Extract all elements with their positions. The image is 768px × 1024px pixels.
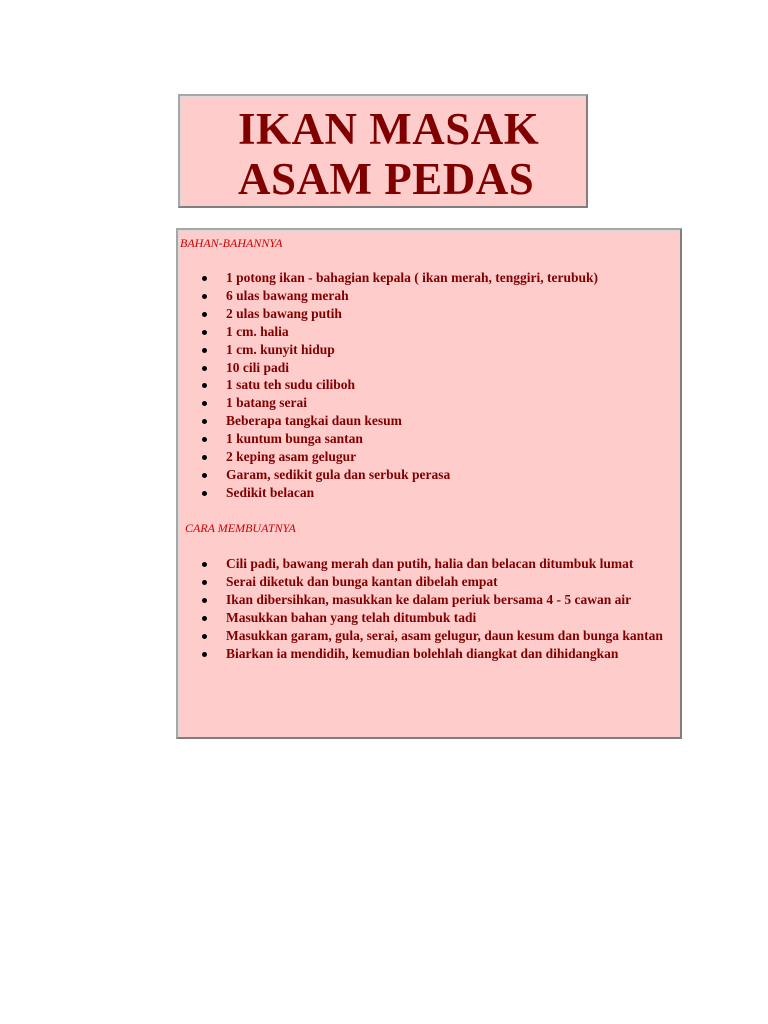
method-step: Serai diketuk dan bunga kantan dibelah empat <box>180 573 676 591</box>
ingredient-item: 1 satu teh sudu ciliboh <box>180 376 676 394</box>
ingredients-list <box>180 269 676 502</box>
title-box <box>178 94 588 208</box>
method-steps-list <box>180 555 676 662</box>
ingredient-item: 1 kuntum bunga santan <box>180 430 676 448</box>
method-step: Biarkan ia mendidih, kemudian bolehlah diangkat dan dihidangkan <box>180 645 676 663</box>
method-heading: CARA MEMBUATNYA <box>185 521 296 535</box>
ingredient-item: 1 cm. halia <box>180 323 676 341</box>
recipe-content-box <box>176 228 682 739</box>
ingredient-item: 2 ulas bawang putih <box>180 305 676 323</box>
ingredient-item: 10 cili padi <box>180 359 676 377</box>
ingredient-item: 2 keping asam gelugur <box>180 448 676 466</box>
ingredients-heading: BAHAN-BAHANNYA <box>180 236 283 250</box>
ingredient-item: Garam, sedikit gula dan serbuk perasa <box>180 466 676 484</box>
method-step: Masukkan bahan yang telah ditumbuk tadi <box>180 609 676 627</box>
ingredient-item: 1 batang serai <box>180 394 676 412</box>
ingredient-item: Sedikit belacan <box>180 484 676 502</box>
ingredient-item: 1 potong ikan - bahagian kepala ( ikan merah, tenggiri, terubuk) <box>180 269 676 287</box>
method-step: Masukkan garam, gula, serai, asam gelugur, daun kesum dan bunga kantan <box>180 627 676 645</box>
ingredient-item: 1 cm. kunyit hidup <box>180 341 676 359</box>
ingredient-item: 6 ulas bawang merah <box>180 287 676 305</box>
ingredient-item: Beberapa tangkai daun kesum <box>180 412 676 430</box>
method-step: Ikan dibersihkan, masukkan ke dalam periuk bersama 4 - 5 cawan air <box>180 591 676 609</box>
recipe-title-line2: ASAM PEDAS <box>238 154 535 204</box>
recipe-title-line1: IKAN MASAK <box>238 104 540 154</box>
method-step: Cili padi, bawang merah dan putih, halia dan belacan ditumbuk lumat <box>180 555 676 573</box>
recipe-title <box>238 104 539 204</box>
